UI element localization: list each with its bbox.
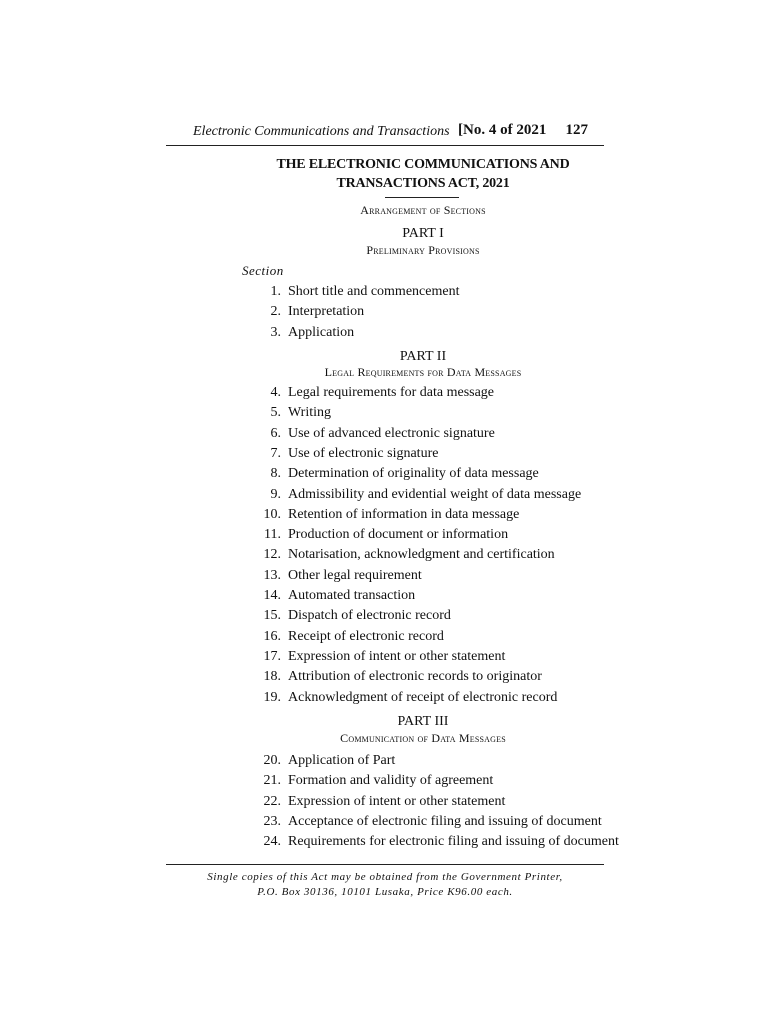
toc-entry-number: 17. bbox=[263, 649, 281, 664]
toc-entry bbox=[244, 813, 624, 830]
toc-entry bbox=[244, 445, 624, 462]
toc-entry-number: 8. bbox=[270, 466, 281, 481]
toc-entry-title: Legal requirements for data message bbox=[288, 385, 495, 400]
toc-entry-title: Requirements for electronic filing and issuing of document bbox=[288, 834, 619, 849]
title-line-1: THE ELECTRONIC COMMUNICATIONS AND bbox=[276, 157, 570, 172]
part-2-number: PART II bbox=[399, 349, 447, 364]
toc-entry-number: 18. bbox=[263, 669, 281, 684]
toc-entry-title: Interpretation bbox=[288, 304, 365, 319]
header-page-number: 127 bbox=[565, 122, 588, 138]
header-act-number: [No. 4 of 2021 bbox=[458, 122, 547, 138]
toc-entry-number: 11. bbox=[264, 527, 281, 542]
toc-entry bbox=[244, 324, 624, 341]
part-1-number: PART I bbox=[402, 226, 444, 241]
toc-entry-title: Acknowledgment of receipt of electronic record bbox=[288, 690, 558, 705]
toc-entry-title: Admissibility and evidential weight of data message bbox=[288, 487, 582, 502]
toc-entry-title: Automated transaction bbox=[288, 588, 416, 603]
toc-entry bbox=[244, 546, 624, 563]
toc-entry bbox=[244, 506, 624, 523]
toc-entry bbox=[244, 283, 624, 300]
toc-entry-title: Acceptance of electronic filing and issuing of document bbox=[288, 814, 602, 829]
toc-entry-title: Dispatch of electronic record bbox=[288, 608, 451, 623]
toc-entry bbox=[244, 752, 624, 769]
toc-entry-title: Application bbox=[288, 325, 355, 340]
toc-entry-title: Expression of intent or other statement bbox=[288, 794, 506, 809]
toc-entry-title: Production of document or information bbox=[288, 527, 509, 542]
header-act-title: Electronic Communications and Transactions bbox=[193, 124, 450, 139]
toc-entry-number: 15. bbox=[263, 608, 281, 623]
toc-entry bbox=[244, 465, 624, 482]
toc-entry-number: 19. bbox=[263, 690, 281, 705]
part-3-number: PART III bbox=[397, 714, 449, 729]
title-divider bbox=[385, 197, 459, 198]
toc-entry-number: 1. bbox=[270, 284, 281, 299]
toc-entry bbox=[244, 607, 624, 624]
toc-entry-number: 10. bbox=[263, 507, 281, 522]
toc-entry-number: 3. bbox=[270, 325, 281, 340]
part-3-heading: Communication of Data Messages bbox=[340, 731, 506, 745]
toc-entry-number: 21. bbox=[263, 773, 281, 788]
toc-entry-number: 6. bbox=[270, 426, 281, 441]
toc-entry-title: Other legal requirement bbox=[288, 568, 422, 583]
toc-entry-title: Retention of information in data message bbox=[288, 507, 520, 522]
toc-entry-number: 20. bbox=[263, 753, 281, 768]
toc-entry bbox=[244, 486, 624, 503]
footer-note bbox=[166, 870, 604, 900]
toc-entry-title: Formation and validity of agreement bbox=[288, 773, 494, 788]
toc-entry-number: 24. bbox=[263, 834, 281, 849]
footer-divider bbox=[166, 864, 604, 865]
toc-entry bbox=[244, 526, 624, 543]
toc-entry bbox=[244, 668, 624, 685]
arrangement-heading: Arrangement of Sections bbox=[360, 203, 486, 217]
toc-entry-number: 13. bbox=[263, 568, 281, 583]
toc-entry-title: Writing bbox=[288, 405, 331, 420]
section-column-label: Section bbox=[242, 263, 284, 278]
toc-entry-title: Expression of intent or other statement bbox=[288, 649, 506, 664]
toc-entry bbox=[244, 384, 624, 401]
toc-entry-title: Application of Part bbox=[288, 753, 396, 768]
footer-line-2: P.O. Box 30136, 10101 Lusaka, Price K96.00 each. bbox=[257, 886, 513, 898]
toc-entry-number: 14. bbox=[263, 588, 281, 603]
toc-entry-number: 2. bbox=[270, 304, 281, 319]
toc-entry-number: 22. bbox=[263, 794, 281, 809]
running-header bbox=[166, 121, 604, 146]
title-line-2: TRANSACTIONS ACT, 2021 bbox=[336, 176, 510, 191]
document-title bbox=[166, 155, 680, 193]
toc-entry-title: Use of electronic signature bbox=[288, 446, 439, 461]
toc-entry-number: 12. bbox=[263, 547, 281, 562]
toc-entry bbox=[244, 689, 624, 706]
toc-entry-title: Receipt of electronic record bbox=[288, 629, 444, 644]
toc-entry bbox=[244, 793, 624, 810]
toc-entry-number: 16. bbox=[263, 629, 281, 644]
toc-entry-number: 7. bbox=[270, 446, 281, 461]
toc-entry bbox=[244, 587, 624, 604]
toc-entry bbox=[244, 628, 624, 645]
toc-entry bbox=[244, 303, 624, 320]
toc-entry-title: Use of advanced electronic signature bbox=[288, 426, 495, 441]
toc-entry bbox=[244, 404, 624, 421]
toc-entry-title: Attribution of electronic records to originator bbox=[288, 669, 542, 684]
toc-entry-number: 5. bbox=[270, 405, 281, 420]
toc-entry-number: 4. bbox=[270, 385, 281, 400]
part-2-heading: Legal Requirements for Data Messages bbox=[324, 365, 522, 379]
toc-entry bbox=[244, 833, 624, 850]
toc-entry-title: Notarisation, acknowledgment and certification bbox=[288, 547, 555, 562]
toc-entry bbox=[244, 648, 624, 665]
toc-entry-title: Determination of originality of data message bbox=[288, 466, 539, 481]
toc-entry bbox=[244, 425, 624, 442]
toc-entry bbox=[244, 567, 624, 584]
toc-entry-title: Short title and commencement bbox=[288, 284, 460, 299]
footer-line-1: Single copies of this Act may be obtained from the Government Printer, bbox=[207, 871, 563, 883]
part-1-heading: Preliminary Provisions bbox=[366, 243, 480, 257]
toc-entry bbox=[244, 772, 624, 789]
toc-entry-number: 23. bbox=[263, 814, 281, 829]
toc-entry-number: 9. bbox=[270, 487, 281, 502]
